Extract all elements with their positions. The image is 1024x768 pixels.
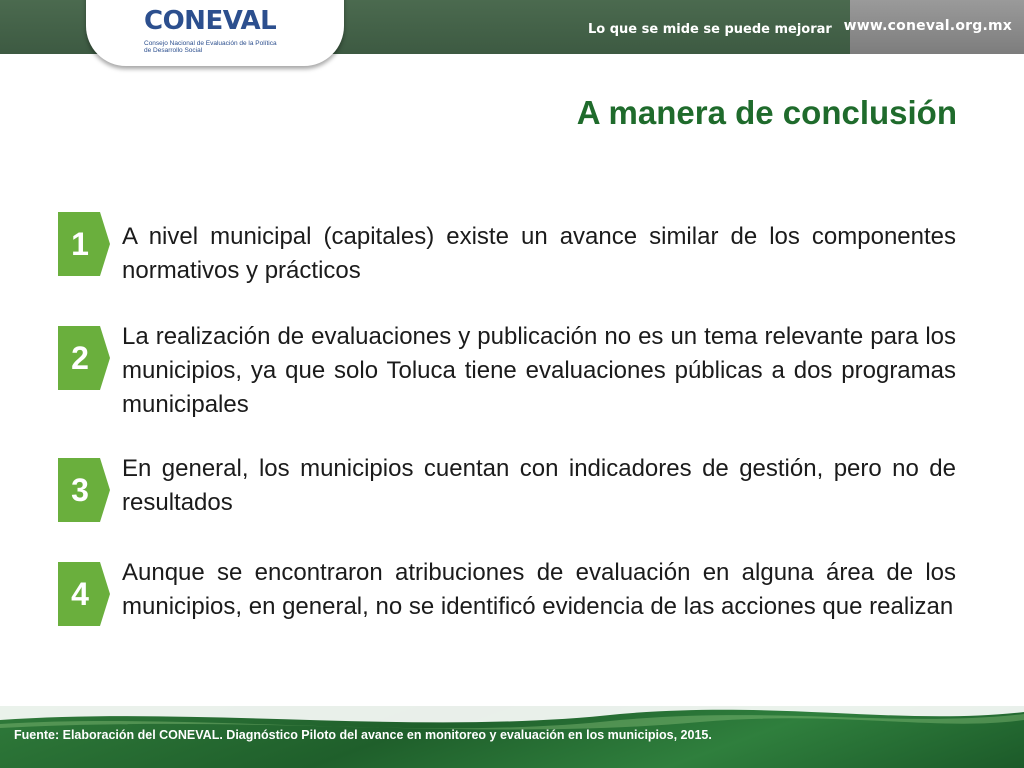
website-url[interactable]: www.coneval.org.mx <box>843 18 1012 34</box>
logo-subtitle: Consejo Nacional de Evaluación de la Política de Desarrollo Social <box>144 40 277 54</box>
conclusion-text-1: A nivel municipal (capitales) existe un avance similar de los componentes normativos y prácticos <box>122 223 956 284</box>
footer-bar <box>0 706 1024 768</box>
conclusion-text-2: La realización de evaluaciones y publicación no es un tema relevante para los municipios, ya que solo Toluca tiene evaluaciones públicas a dos programas municipales <box>122 323 956 418</box>
conclusion-text-4: Aunque se encontraron atribuciones de evaluación en alguna área de los municipios, en general, no se identificó evidencia de las acciones que realizan <box>122 559 956 620</box>
number-badge-3: 3 <box>58 458 110 522</box>
number-badge-4: 4 <box>58 562 110 626</box>
footer-source: Fuente: Elaboración del CONEVAL. Diagnóstico Piloto del avance en monitoreo y evaluación en los municipios, 2015. <box>14 728 712 742</box>
number-badge-1: 1 <box>58 212 110 276</box>
slide-title: A manera de conclusión <box>576 94 957 131</box>
logo-tab <box>86 0 344 66</box>
url-box <box>843 0 1024 54</box>
conclusion-text-3: En general, los municipios cuentan con indicadores de gestión, pero no de resultados <box>122 455 956 516</box>
header-slogan: Lo que se mide se puede mejorar <box>588 22 832 37</box>
coneval-logo: CONEVAL <box>144 6 277 36</box>
number-badge-2: 2 <box>58 326 110 390</box>
